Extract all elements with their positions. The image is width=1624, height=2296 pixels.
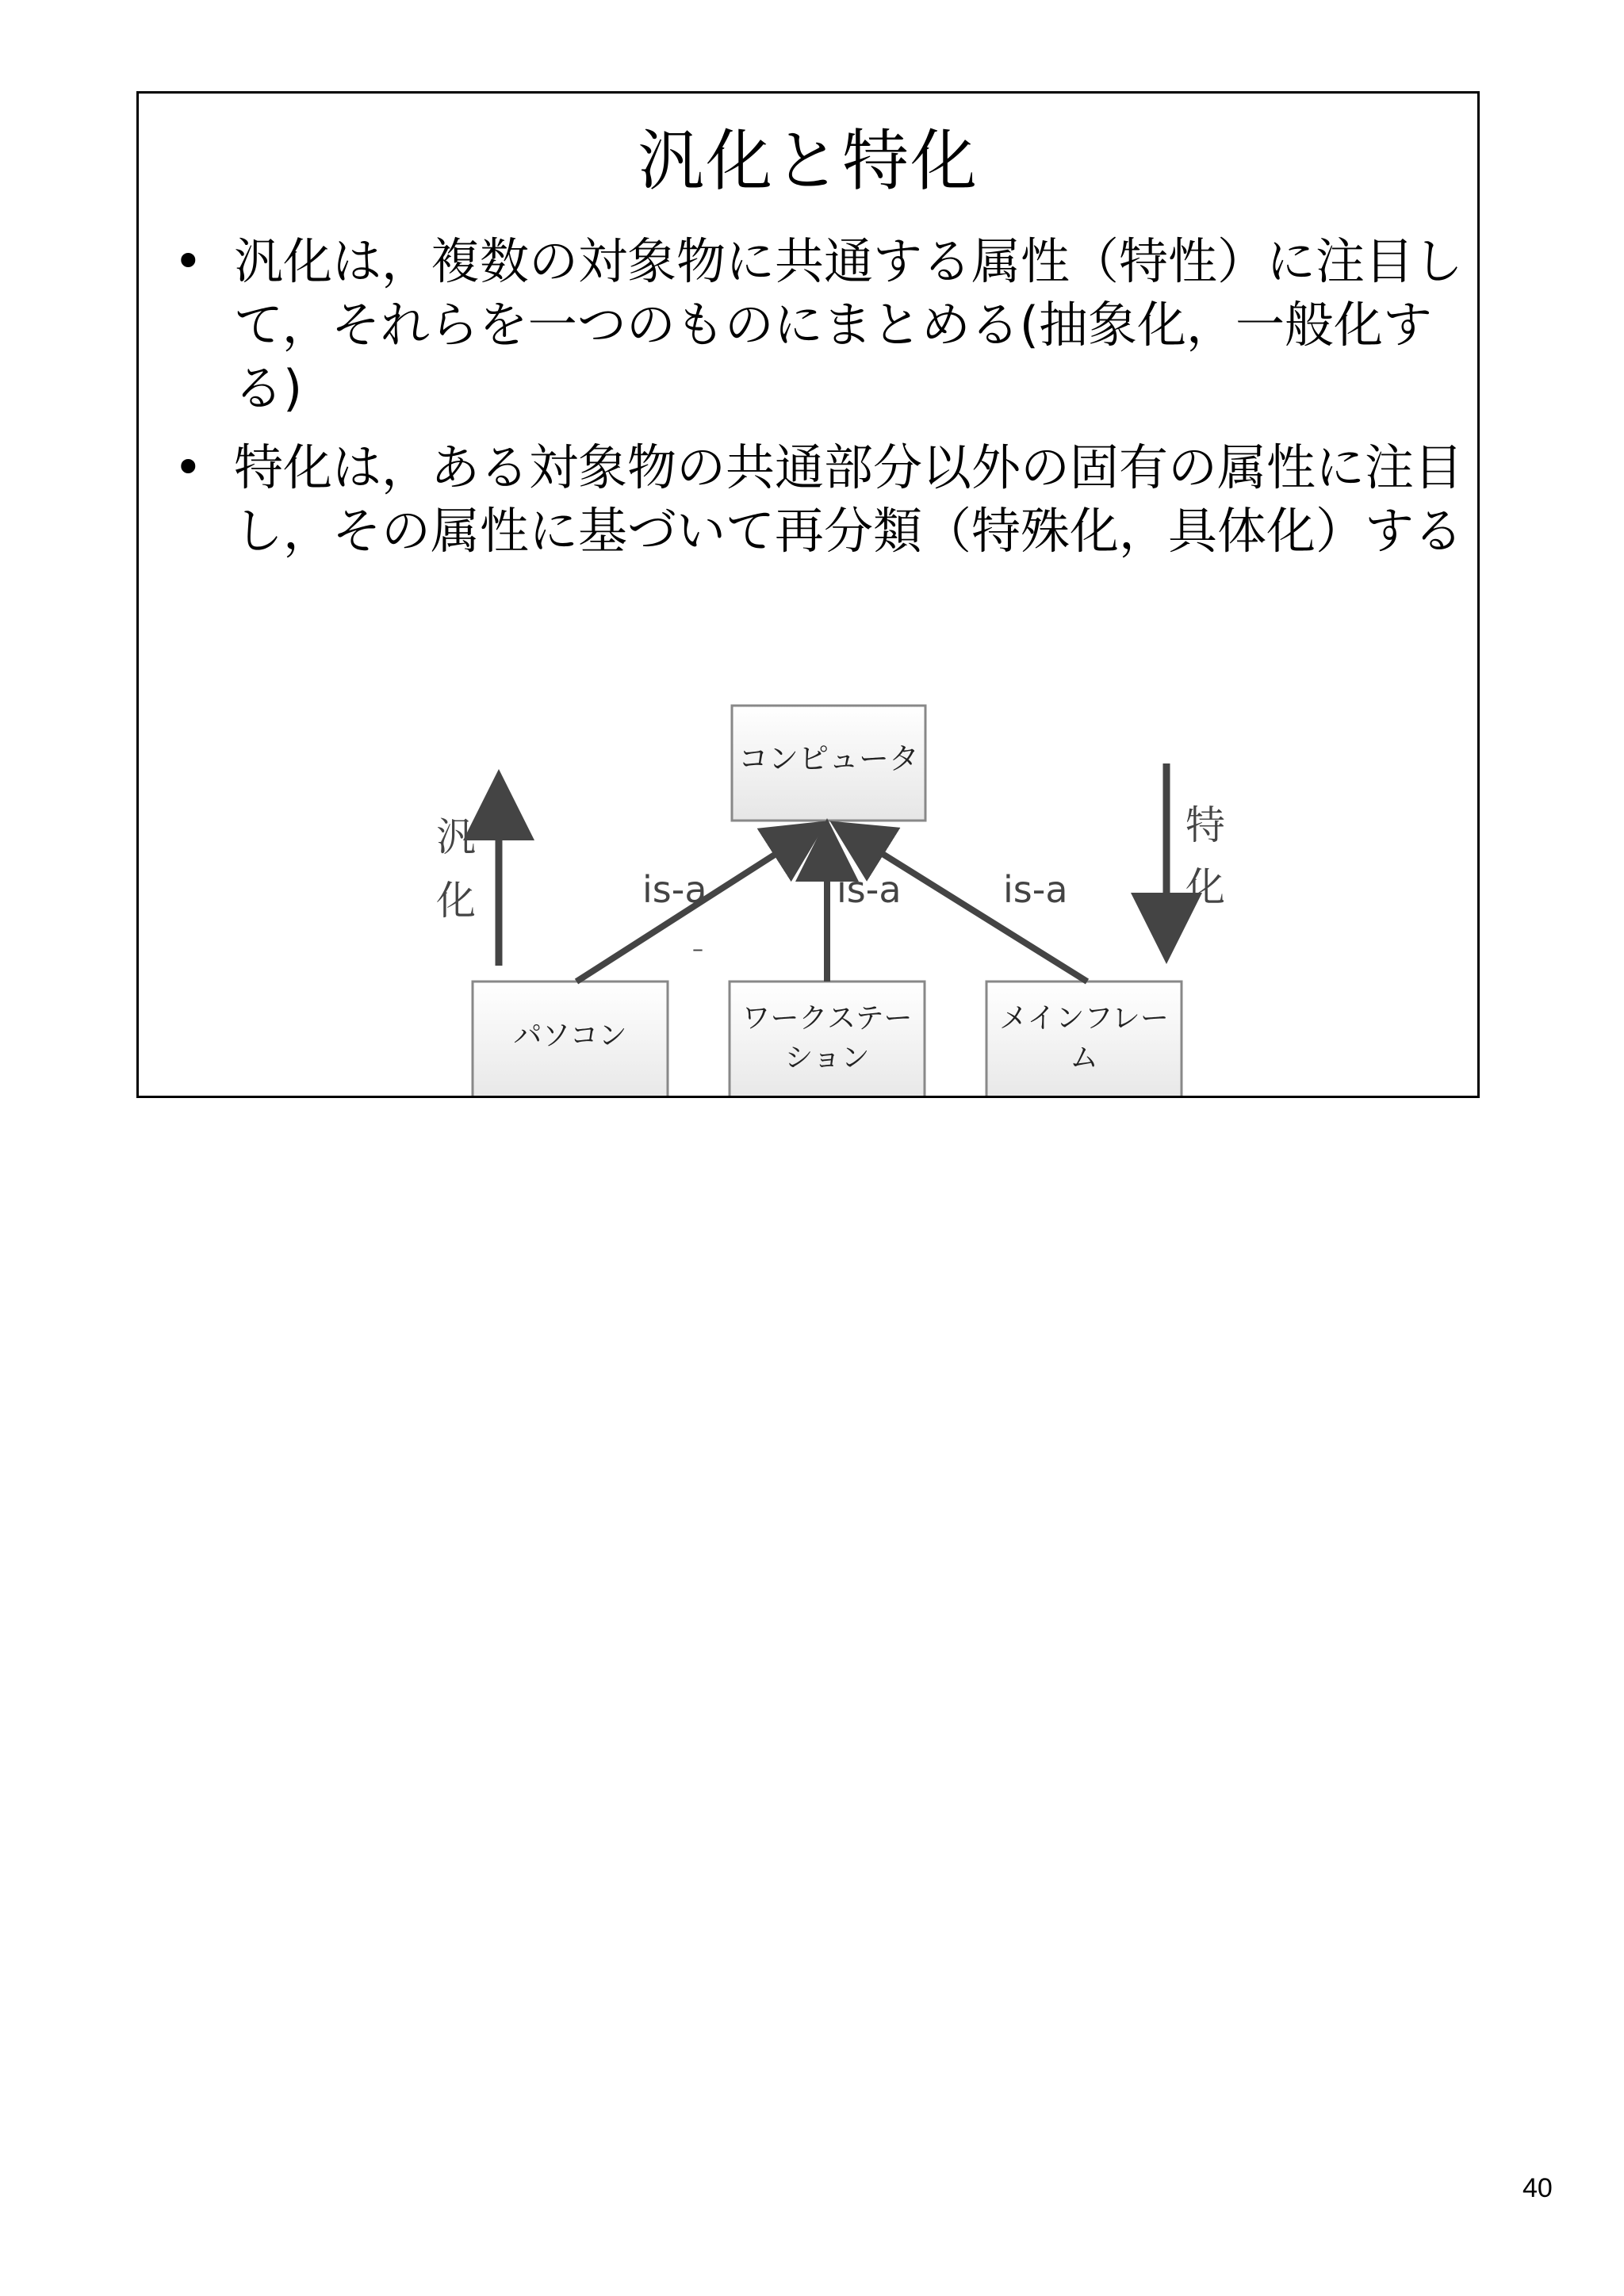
page-number: 40	[1522, 2173, 1553, 2203]
parent-box	[732, 706, 925, 821]
bullet-text: 汎化は，複数の対象物に共通する属性（特性）に注目して，それらを一つのものにまとめる(抽象化，一般化する)	[234, 232, 1464, 417]
specialize-label-1: 特	[1185, 802, 1225, 848]
child-box-mainframe	[986, 982, 1182, 1098]
slide	[136, 91, 1480, 1098]
child-label-line1: ワークステー	[741, 1002, 913, 1035]
child-label-line1: メインフレー	[999, 1002, 1169, 1035]
bullet-symbol: •	[174, 438, 203, 496]
isa-label-pc: is-a	[642, 868, 707, 911]
child-label: パソコン	[513, 1020, 627, 1052]
specialize-label-2: 化	[1185, 864, 1225, 910]
generalize-label-1: 汎	[436, 814, 476, 860]
bullet-text: 特化は，ある対象物の共通部分以外の固有の属性に注目し，その属性に基づいて再分類（特殊化，具体化）する	[234, 438, 1464, 560]
isa-label-mainframe: is-a	[1003, 868, 1068, 911]
bullet-symbol: •	[174, 232, 203, 290]
slide-title: 汎化と特化	[637, 122, 979, 200]
child-label-line2: ム	[1069, 1042, 1099, 1074]
child-label-line2: ション	[784, 1042, 870, 1074]
stray-mark: –	[692, 936, 703, 962]
isa-diagram	[139, 94, 1480, 1098]
child-box-workstation	[730, 982, 925, 1098]
isa-label-workstation: is-a	[837, 868, 902, 911]
generalize-label-2: 化	[436, 878, 476, 924]
parent-label: コンピュータ	[737, 741, 920, 776]
child-box-pc	[473, 982, 668, 1098]
